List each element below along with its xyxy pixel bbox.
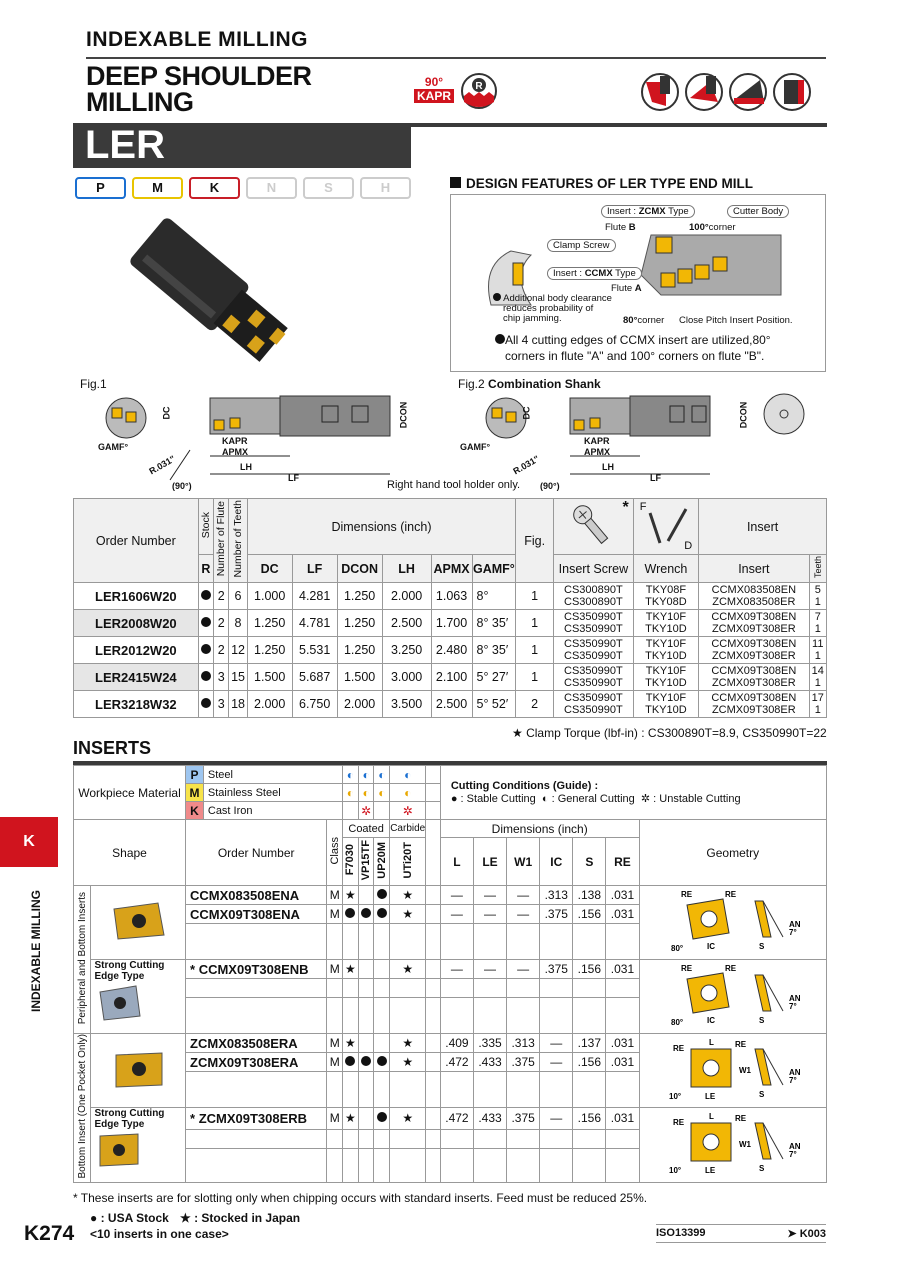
fig2-kapr: KAPR <box>584 436 610 446</box>
fig1-gamf: GAMF° <box>98 442 129 452</box>
svg-text:LE: LE <box>704 1166 715 1176</box>
order-number-header: Order Number <box>186 820 327 886</box>
zcmx-strong-insert-image <box>94 1130 144 1170</box>
svg-text:AN: AN <box>788 1068 801 1077</box>
th-order-number: Order Number <box>74 499 199 583</box>
star-mark: * <box>622 499 629 516</box>
geometry-ccmx-strong <box>639 960 826 1034</box>
side-tab-k[interactable]: K <box>0 817 58 867</box>
svg-text:AN: AN <box>788 1142 801 1152</box>
table-row: LER1606W20 2 6 1.000 4.281 1.250 2.000 1.063 8° 1 CS300890T CS300890T TKY08F TKY08D CCMX083508EN ZCMX083508ER 5 1 <box>74 583 827 610</box>
design-features-title: DESIGN FEATURES OF LER TYPE END MILL <box>450 176 753 191</box>
fig2-gamf: GAMF° <box>460 442 491 452</box>
svg-text:W1: W1 <box>738 1066 751 1075</box>
material-m: M <box>132 177 183 199</box>
iso-bar <box>656 1224 826 1243</box>
svg-text:S: S <box>758 1090 765 1099</box>
usa-stock-icon <box>201 644 211 654</box>
workpiece-material-label: Workpiece Material <box>74 766 186 820</box>
svg-text:RE: RE <box>680 890 692 899</box>
close-pitch-label: Close Pitch Insert Position. <box>679 315 793 326</box>
fig1-r031: R.031" <box>147 453 177 477</box>
group-bottom: Bottom Insert (One Pocket Only) <box>76 1034 88 1179</box>
footer-note: * These inserts are for slotting only when chipping occurs with standard inserts. Feed must be reduced 25%. <box>73 1191 648 1205</box>
svg-text:LE: LE <box>704 1092 715 1101</box>
svg-text:RE: RE <box>724 964 736 973</box>
svg-text:L: L <box>708 1112 714 1122</box>
starred-order: * ZCMX09T308ERB <box>186 1108 327 1130</box>
flute-b-label: Flute B <box>605 222 636 233</box>
starred-order: * CCMX09T308ENB <box>186 960 327 979</box>
usa-stock-icon <box>201 698 211 708</box>
fig1-apmx: APMX <box>222 447 249 457</box>
svg-text:L: L <box>708 1038 714 1047</box>
fig2-label: Fig.2 Combination Shank <box>458 377 601 391</box>
header-rule <box>86 57 826 59</box>
svg-text:S: S <box>758 1016 765 1025</box>
page-number: K274 <box>24 1222 75 1245</box>
table-row: CCMX09T308ENA M ★ — — — .375 .156 .031 <box>74 905 827 924</box>
fig1-kapr: KAPR <box>222 436 248 446</box>
th-flute: Number of Flute <box>215 501 228 577</box>
shoulder-icon <box>642 74 678 110</box>
series-bar: LER <box>73 123 411 168</box>
svg-text:RE: RE <box>724 890 736 899</box>
material-n: N <box>246 177 297 199</box>
end-mill-photo <box>120 210 320 380</box>
table-row: LER2008W20 2 8 1.250 4.781 1.250 2.500 1.700 8° 35′ 1 CS350990T CS350990T TKY10F TKY10D CCMX09T308EN ZCMX09T308ER 7 1 <box>74 610 827 637</box>
insert-ccmx-label: Insert : CCMX Type <box>547 267 642 280</box>
kapr-badge: 90° KAPR <box>414 75 454 111</box>
table-row: ZCMX09T308ERA M ★ .472 .433 .375 — .156 .031 <box>74 1053 827 1072</box>
side-tab-label: INDEXABLE MILLING <box>29 890 43 1012</box>
corner-80-label: 80°corner <box>623 315 665 326</box>
clamp-torque-note: ★ Clamp Torque (lbf-in) : CS300890T=8.9, CS350990T=22 <box>512 726 827 740</box>
usa-stock-icon <box>201 590 211 600</box>
design-note: All 4 cutting edges of CCMX insert are utilized,80° corners in flute "A" and 100° corners on flute "B". <box>495 332 771 364</box>
corner-100-label: 100°corner <box>689 222 736 233</box>
svg-text:7°: 7° <box>788 1150 797 1160</box>
plunge-icon <box>686 74 722 110</box>
svg-text:80°: 80° <box>670 944 683 953</box>
th-wrench-icon: F D <box>633 499 698 555</box>
svg-text:IC: IC <box>706 942 715 951</box>
fig1-lf: LF <box>288 473 299 483</box>
svg-text:RE: RE <box>734 1114 746 1124</box>
usa-stock-icon <box>201 671 211 681</box>
ramping-icon <box>730 74 766 110</box>
svg-text:W1: W1 <box>738 1140 751 1150</box>
fig2-r031: R.031" <box>511 453 541 477</box>
page-ref-link[interactable]: ➤ K003 <box>787 1228 826 1240</box>
iso-label: ISO13399 <box>656 1227 706 1239</box>
th-screw-icon <box>554 499 634 555</box>
page-title: DEEP SHOULDER MILLING <box>86 61 312 117</box>
svg-text:S: S <box>758 942 765 951</box>
table-row: Peripheral and Bottom Inserts CCMX083508ENA M ★ ★ — — — .313 .138 .031 RE RE IC S AN 7° 80° <box>74 886 827 905</box>
geometry-ccmx <box>639 886 826 960</box>
svg-text:RE: RE <box>734 1040 746 1049</box>
svg-text:RE: RE <box>672 1044 684 1053</box>
svg-text:RE: RE <box>672 1118 684 1128</box>
rh-note: Right hand tool holder only. <box>387 479 521 491</box>
legend-case: <10 inserts in one case> <box>90 1227 229 1241</box>
material-badges <box>75 177 411 199</box>
material-h: H <box>360 177 411 199</box>
table-row: LER2012W20 2 12 1.250 5.531 1.250 3.250 2.480 8° 35′ 1 CS350990T CS350990T TKY10F TKY10D CCMX09T308EN ZCMX09T308ER 11 1 <box>74 637 827 664</box>
slotting-icon <box>774 74 810 110</box>
table-row: LER3218W32 3 18 2.000 6.750 2.000 3.500 2.500 5° 52′ 2 CS350990T CS350990T TKY10F TKY10D CCMX09T308EN ZCMX09T308ER 17 1 <box>74 691 827 718</box>
bullet-icon <box>493 293 501 301</box>
zcmx-insert-image <box>108 1047 168 1091</box>
r-icon <box>460 72 498 110</box>
clearance-label: Additional body clearance reduces probability of chip jamming. <box>493 293 612 324</box>
shape-header: Shape <box>74 820 186 886</box>
fig1-lh: LH <box>240 462 252 472</box>
geometry-zcmx <box>639 1034 826 1108</box>
group-peripheral: Peripheral and Bottom Inserts <box>76 891 88 1025</box>
svg-text:AN: AN <box>788 920 801 929</box>
svg-text:S: S <box>758 1164 765 1174</box>
fig2-lh: LH <box>602 462 614 472</box>
geometry-zcmx-strong <box>639 1108 826 1183</box>
fig2-lf: LF <box>650 473 661 483</box>
flute-a-label: Flute A <box>611 283 642 294</box>
fig2-dcon: DCON <box>738 401 749 429</box>
cutting-type-icons <box>640 72 816 112</box>
cutter-body-label: Cutter Body <box>727 205 789 218</box>
legend-usa: ● : USA Stock <box>90 1211 169 1225</box>
series-rule <box>411 123 827 127</box>
svg-text:AN: AN <box>788 994 801 1003</box>
svg-text:IC: IC <box>706 1016 715 1025</box>
svg-text:7°: 7° <box>788 1076 797 1085</box>
svg-text:7°: 7° <box>788 928 797 937</box>
svg-text:80°: 80° <box>670 1018 683 1027</box>
inserts-title: INSERTS <box>73 738 152 758</box>
fig1-drawing <box>90 390 430 495</box>
svg-text:10°: 10° <box>668 1166 681 1176</box>
fig2-angle: (90°) <box>540 481 560 491</box>
clamp-screw-label: Clamp Screw <box>547 239 616 252</box>
svg-text:7°: 7° <box>788 1002 797 1011</box>
fig1-dc: DC <box>161 406 172 420</box>
fig2-dc: DC <box>521 406 532 420</box>
usa-stock-icon <box>201 617 211 627</box>
table-row: Bottom Insert (One Pocket Only) ZCMX083508ERA M ★ ★ .409 .335 .313 — .137 .031 RE RE L LE W1 S AN 7° 10° <box>74 1034 827 1053</box>
ccmx-insert-image <box>108 899 168 943</box>
fig1-dcon: DCON <box>398 401 409 429</box>
table-row: Strong Cutting Edge Type * CCMX09T308ENB M ★ ★ — — — .375 .156 .031 RE RE IC S AN 7° 80° <box>74 960 827 979</box>
th-teeth: Number of Teeth <box>232 500 245 578</box>
th-dimensions: Dimensions (inch) <box>247 499 516 555</box>
cutting-conditions: Cutting Conditions (Guide) : ● : Stable Cutting ◐ : General Cutting ✲ : Unstable Cutting <box>440 766 826 820</box>
legend-japan: ★ : Stocked in Japan <box>180 1211 301 1225</box>
material-s: S <box>303 177 354 199</box>
screw-icon <box>565 501 621 549</box>
bullet-icon <box>495 334 505 344</box>
inserts-table: Workpiece Material P Steel ◐ ◐ ◐ ◐ Cutting Conditions (Guide) : ● : Stable Cutting ◐ : General Cutting ✲ : Unstable Cutting M Stainless Steel ◐ ◐ ◐ ◐ K Cast Iron ✲ ✲ Shape Order Number Class Coated Carbide Dimensions (inch) Geometry F7030 VP15TF UP20M UTi20T L LE W1 IC S RE Peripheral and Bottom Inserts CCMX083508ENA M ★ ★ — — — .313 .138 .031 RE RE IC S AN 7° 80° CCMX09T308ENA M ★ — — — .375 .156 .031 Strong Cutting Edge Type * CCMX09T308ENB M ★ ★ — — — .375 .156 .031 RE RE IC S AN 7° 80° Bottom Insert (One Pocket Only) ZCMX083508ERA M ★ ★ .409 .335 .313 — .137 .031 RE RE L LE W1 S AN 7° 10° ZCMX09T308ERA M ★ .472 .433 .375 — .156 .031 Strong Cutting Edge Type * ZCMX09T308ERB M ★ ★ .472 .433 .375 — .156 .031 RE RE L LE W1 S AN 7° 10° <box>73 765 827 1183</box>
th-stock: Stock <box>199 511 212 539</box>
fig1-label: Fig.1 <box>80 377 107 391</box>
svg-text:R: R <box>475 81 483 92</box>
design-features-box <box>450 194 826 372</box>
material-p: P <box>75 177 126 199</box>
ccmx-strong-insert-image <box>94 982 144 1022</box>
svg-text:10°: 10° <box>668 1092 681 1101</box>
insert-zcmx-label: Insert : ZCMX Type <box>601 205 695 218</box>
order-table: Order Number Stock Number of Flute Number of Teeth Dimensions (inch) Fig. * F D Insert R DC LF DCON LH APMX GAMF° Insert Screw Wrench Insert Teeth LER1606W20 2 6 1.000 4.281 1.250 2.000 1.063 8° 1 CS300890T CS300890T TKY08F TKY08D CCMX083508EN ZCMX083508ER 5 1 LER2008W20 2 8 1.250 4.781 1.250 2.500 1.700 8° 35′ 1 CS350990T CS350990T TKY10F TKY10D CCMX09T308EN ZCMX09T308ER 7 1 LER2012W20 2 12 1.250 5.531 1.250 3.250 2.480 8° 35′ 1 CS350990T CS350990T TKY10F TKY10D CCMX09T308EN ZCMX09T308ER 11 1 LER2415W24 3 15 1.500 5.687 1.500 3.000 2.100 5° 27′ 1 CS350990T CS350990T TKY10F TKY10D CCMX09T308EN ZCMX09T308ER 14 1 LER3218W32 3 18 2.000 6.750 2.000 3.500 2.500 5° 52′ 2 CS350990T CS350990T TKY10F TKY10D CCMX09T308EN ZCMX09T308ER 17 1 <box>73 498 827 718</box>
table-row: LER2415W24 3 15 1.500 5.687 1.500 3.000 2.100 5° 27′ 1 CS350990T CS350990T TKY10F TKY10D CCMX09T308EN ZCMX09T308ER 14 1 <box>74 664 827 691</box>
fig1-angle: (90°) <box>172 481 192 491</box>
category-title: INDEXABLE MILLING <box>86 28 308 51</box>
svg-text:RE: RE <box>680 964 692 973</box>
table-row: Strong Cutting Edge Type * ZCMX09T308ERB M ★ ★ .472 .433 .375 — .156 .031 RE RE L LE W1 S AN 7° 10° <box>74 1108 827 1130</box>
material-k: K <box>189 177 240 199</box>
th-fig: Fig. <box>516 499 554 583</box>
fig2-apmx: APMX <box>584 447 611 457</box>
th-insert: Insert <box>699 499 827 555</box>
